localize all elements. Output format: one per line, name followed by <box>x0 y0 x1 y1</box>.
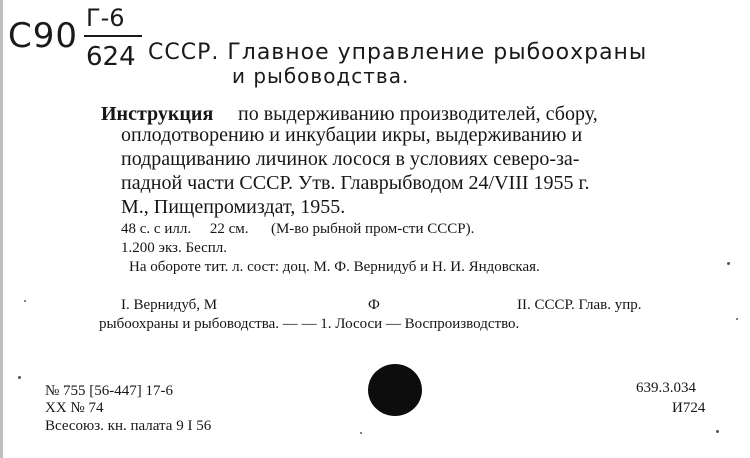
card-left-edge <box>0 0 3 458</box>
shelf-mark-numerator: Г-6 <box>86 4 125 32</box>
title-line-4: падной части СССР. Утв. Главрыбводом 24/VIII 1955 г. <box>121 172 590 194</box>
scan-speck <box>716 430 719 433</box>
imprint: М., Пищепромиздат, 1955. <box>121 196 346 218</box>
tracing-corporate: II. СССР. Глав. упр. <box>517 297 642 313</box>
publisher-stamp: Всесоюз. кн. палата 9 I 56 <box>45 418 212 434</box>
tracing-subject: рыбоохраны и рыбоводства. — — 1. Лососи — Воспроизводство. <box>99 316 520 332</box>
author-code: И724 <box>672 400 706 416</box>
collation: 48 с. с илл. 22 см. (М-во рыбной пром-сти СССР). <box>121 221 475 237</box>
tracing-author: I. Вернидуб, М <box>121 297 218 313</box>
udc-code: 639.3.034 <box>636 380 696 396</box>
shelf-mark-fraction-line <box>84 35 142 37</box>
scan-speck <box>360 432 362 434</box>
shelf-mark-main: С90 <box>8 16 79 56</box>
title-line-3: подращиванию личинок лосося в условиях северо-за- <box>121 148 580 170</box>
handwritten-author-heading-cont: и рыбоводства. <box>232 64 410 88</box>
order-number: № 755 [56-447] 17-6 <box>45 383 174 399</box>
handwritten-author-heading: СССР. Главное управление рыбоохраны <box>148 40 648 65</box>
punched-hole <box>368 364 422 416</box>
shelf-mark-denominator: 624 <box>86 42 136 72</box>
series-number: XX № 74 <box>45 400 104 416</box>
title-word: Инструкция <box>101 103 214 125</box>
tracing-author-initial: Ф <box>368 297 380 313</box>
compilers-note: На обороте тит. л. сост: доц. М. Ф. Вернидуб и Н. И. Яндовская. <box>129 259 540 275</box>
scan-speck <box>24 300 26 302</box>
scan-speck <box>18 376 21 379</box>
title-line-1: по выдерживанию производителей, сбору, <box>238 103 598 125</box>
scan-speck <box>727 262 730 265</box>
scan-speck <box>736 318 738 320</box>
edition-price: 1.200 экз. Беспл. <box>121 240 228 256</box>
title-line-2: оплодотворению и инкубации икры, выдерживанию и <box>121 124 583 146</box>
